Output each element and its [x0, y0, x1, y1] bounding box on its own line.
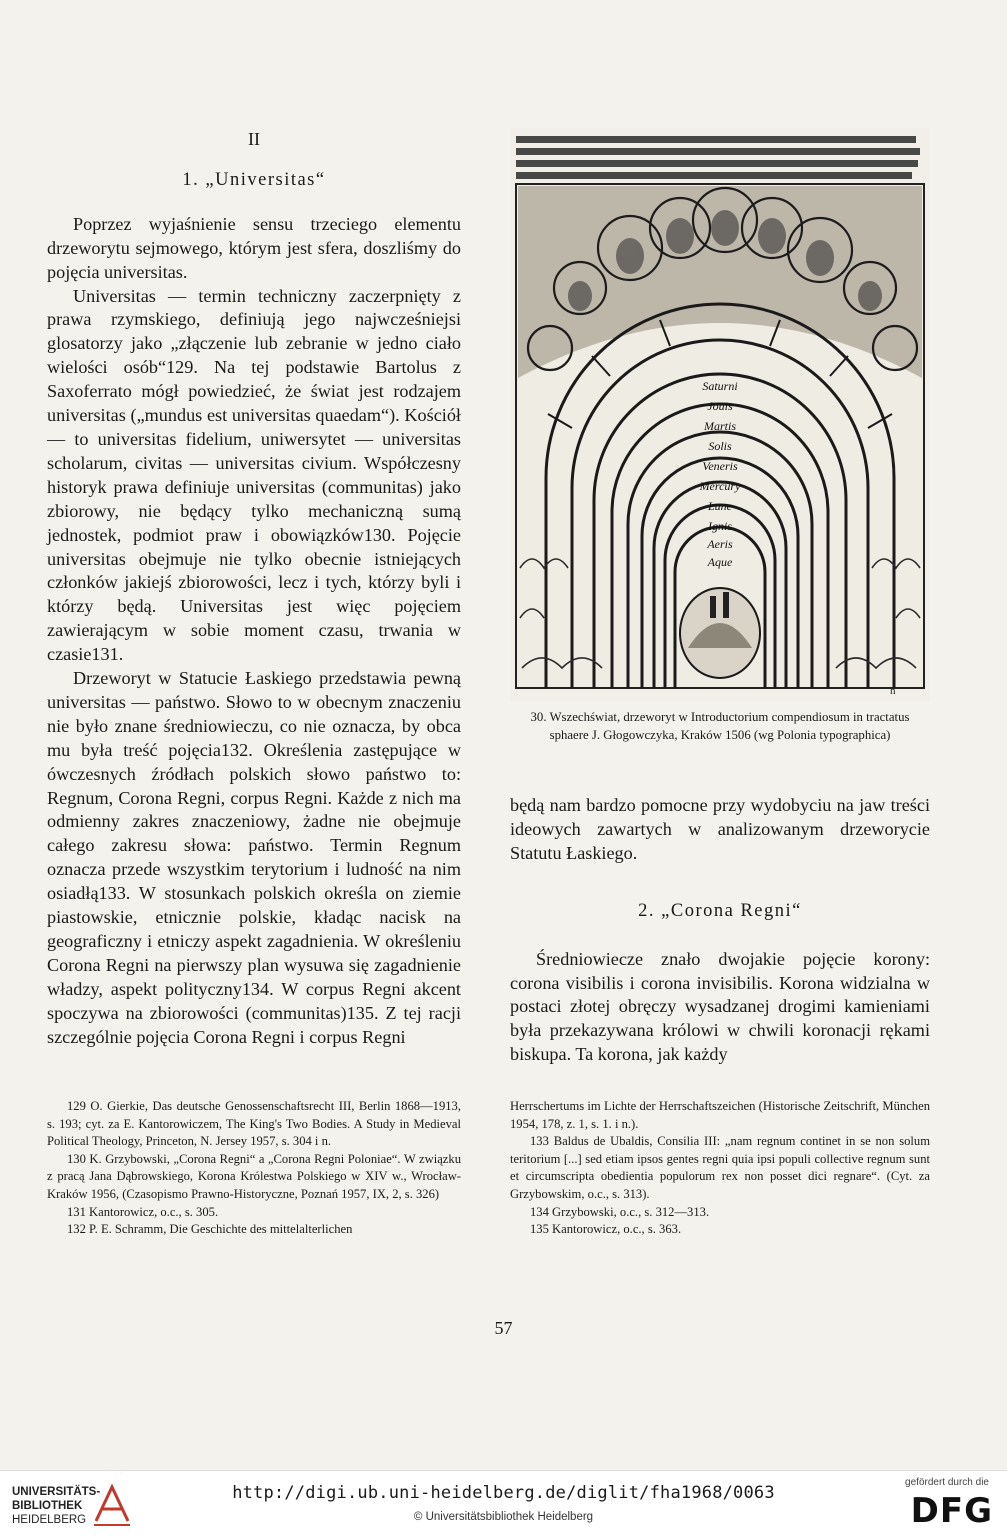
- right-paragraph-2: Średniowiecze znało dwojakie pojęcie korony: corona visibilis i corona invisibilis. Korona widzialna w postaci złotej obręczy wysadzanej drogimi kamieniami była przekazywana królowi w chwili koronacji rękami biskupa. Ta korona, jak każdy: [510, 948, 930, 1065]
- copyright-notice: © Universitätsbibliothek Heidelberg: [413, 1511, 594, 1523]
- page-number: 57: [494, 1318, 513, 1338]
- footnote-132: 132 P. E. Schramm, Die Geschichte des mittelalterlichen: [67, 1222, 353, 1237]
- sphere-label: Aque: [707, 555, 733, 569]
- sphere-label: Jouis: [707, 399, 733, 413]
- footnotes-right: [510, 1098, 930, 1239]
- footnote-129: 129 O. Gierkie, Das deutsche Genossenschaftsrecht III, Berlin 1868—1913, s. 193; cyt. za E. Kantorowiczem, The King's Two Bodies. A Study in Medieval Political Theology, Princeton, N. Jersey 1957, s. 304 i n.: [47, 1099, 461, 1149]
- sphere-label: Lune: [708, 499, 732, 513]
- section-numeral: II: [247, 129, 261, 149]
- funded-by-label: gefördert durch die: [905, 1477, 989, 1488]
- library-name[interactable]: UNIVERSITÄTS- BIBLIOTHEK HEIDELBERG: [12, 1486, 101, 1526]
- left-column: [47, 128, 461, 1050]
- footnote-130: 130 K. Grzybowski, „Corona Regni“ a „Corona Regni Poloniae“. W związku z pracą Jana Dąbrowskiego, Korona Królestwa Polskiego w XIV w., Wrocław-Kraków 1956, (Czasopismo Prawno-Historyczne, Poznań 1957, IX, 2, s. 326): [47, 1151, 461, 1201]
- footnote-132-cont: Herrschertums im Lichte der Herrschaftszeichen (Historische Zeitschrift, München 1954, 178, z. 1, s. 1. i n.).: [510, 1099, 930, 1131]
- right-heading: 2. „Corona Regni“: [638, 900, 802, 921]
- sphere-label: Solis: [708, 439, 732, 453]
- woodcut-figure: [510, 128, 930, 702]
- figure-caption: 30. Wszechświat, drzeworyt w Introductorium compendiosum in tractatus sphaere J. Głogowczyka, Kraków 1506 (wg Polonia typographica): [530, 710, 910, 742]
- footnote-134: 134 Grzybowski, o.c., s. 312—313.: [530, 1204, 710, 1219]
- viewer-footer: [0, 1470, 1007, 1536]
- sphere-label: Martis: [703, 419, 737, 433]
- footnotes-left: [47, 1098, 461, 1239]
- left-paragraph-3: Drzeworyt w Statucie Łaskiego przedstawia pewną universitas — państwo. Słowo to w obecnym znaczeniu nie było znane średniowieczu, co nie oznacza, by obca mu była treść pojęcia132. Określenia zastępujące w ówczesnych źródłach polskich słowo państwo to: Regnum, Corona Regni, corpus Regni. Każde z nich ma odmienny zakres znaczeniowy, żadne nie obejmuje całego zakresu słowa: państwo. Termin Regnum oznacza przede wszystkim terytorium i ludność na nim osiadłą133. W stosunkach polskich określa on ziemie piastowskie, etnicznie polskie, kładąc nacisk na geograficzny i etniczy aspekt zagadnienia. W określeniu Corona Regni na pierwszy plan wysuwa się zagadnienie władzy, aspekt polityczny134. W corpus Regni akcent spoczywa na zbiorowości (communitas)135. Z tej racji szczególnie pojęcia Corona Regni i corpus Regni: [47, 668, 461, 1047]
- dfg-logo[interactable]: DFG: [910, 1491, 993, 1531]
- sphere-label: Veneris: [702, 459, 738, 473]
- right-paragraph-1: będą nam bardzo pomocne przy wydobyciu na jaw treści ideowych zawartych w analizowanym drzeworycie Statutu Łaskiego.: [510, 795, 930, 863]
- sphere-label: Ignis: [708, 519, 732, 533]
- woodcut-signature: h: [890, 685, 896, 697]
- right-column: [510, 794, 930, 1067]
- sphere-label: Aeris: [707, 537, 733, 551]
- footnote-133: 133 Baldus de Ubaldis, Consilia III: „nam regnum continet in se non solum teritorium [...] sed etiam ipsos gentes regni quia ipsi populi collective regnum sunt et circumscripta obedientia populorum rex non posset dici regnare“. (Cyt. za Grzybowskim, o.c., s. 313).: [510, 1134, 930, 1201]
- section-heading: 1. „Universitas“: [182, 169, 326, 190]
- universe-woodcut: [510, 128, 930, 702]
- sphere-label: Mercury: [699, 479, 741, 493]
- left-paragraph-1: Poprzez wyjaśnienie sensu trzeciego elementu drzeworytu sejmowego, którym jest sfera, doszliśmy do pojęcia universitas.: [47, 213, 461, 282]
- footnote-135: 135 Kantorowicz, o.c., s. 363.: [530, 1222, 682, 1237]
- left-paragraph-2: Universitas — termin techniczny zaczerpnięty z prawa rzymskiego, definiują jego najwcześniejsi glosatorzy jako „złączenie lub zebranie w jedno ciało wielości osób“129. Na tej podstawie Bartolus z Saxoferrato mógł powiedzieć, że świat jest rodzajem universitas („mundus est universitas quaedam“). Kościół — to universitas fidelium, uniwersytet — universitas scholarum, civitas — universitas civium. Współczesny historyk prawa definiuje universitas (communitas) jako zbiorowy, nie będący tylko mechaniczną sumą jednostek, podmiot praw i obowiązków130. Pojęcie universitas obejmuje nie tylko obecnie istniejących członków jakiejś zbiorowości, lecz i tych, którzy byli i którzy będą. Universitas jest więc pojęciem zawierającym w sobie moment czasu, trwania w czasie131.: [47, 285, 461, 665]
- sphere-label: Saturni: [702, 379, 738, 393]
- permalink-url[interactable]: http://digi.ub.uni-heidelberg.de/diglit/fha1968/0063: [232, 1483, 775, 1503]
- footnote-131: 131 Kantorowicz, o.c., s. 305.: [67, 1204, 219, 1219]
